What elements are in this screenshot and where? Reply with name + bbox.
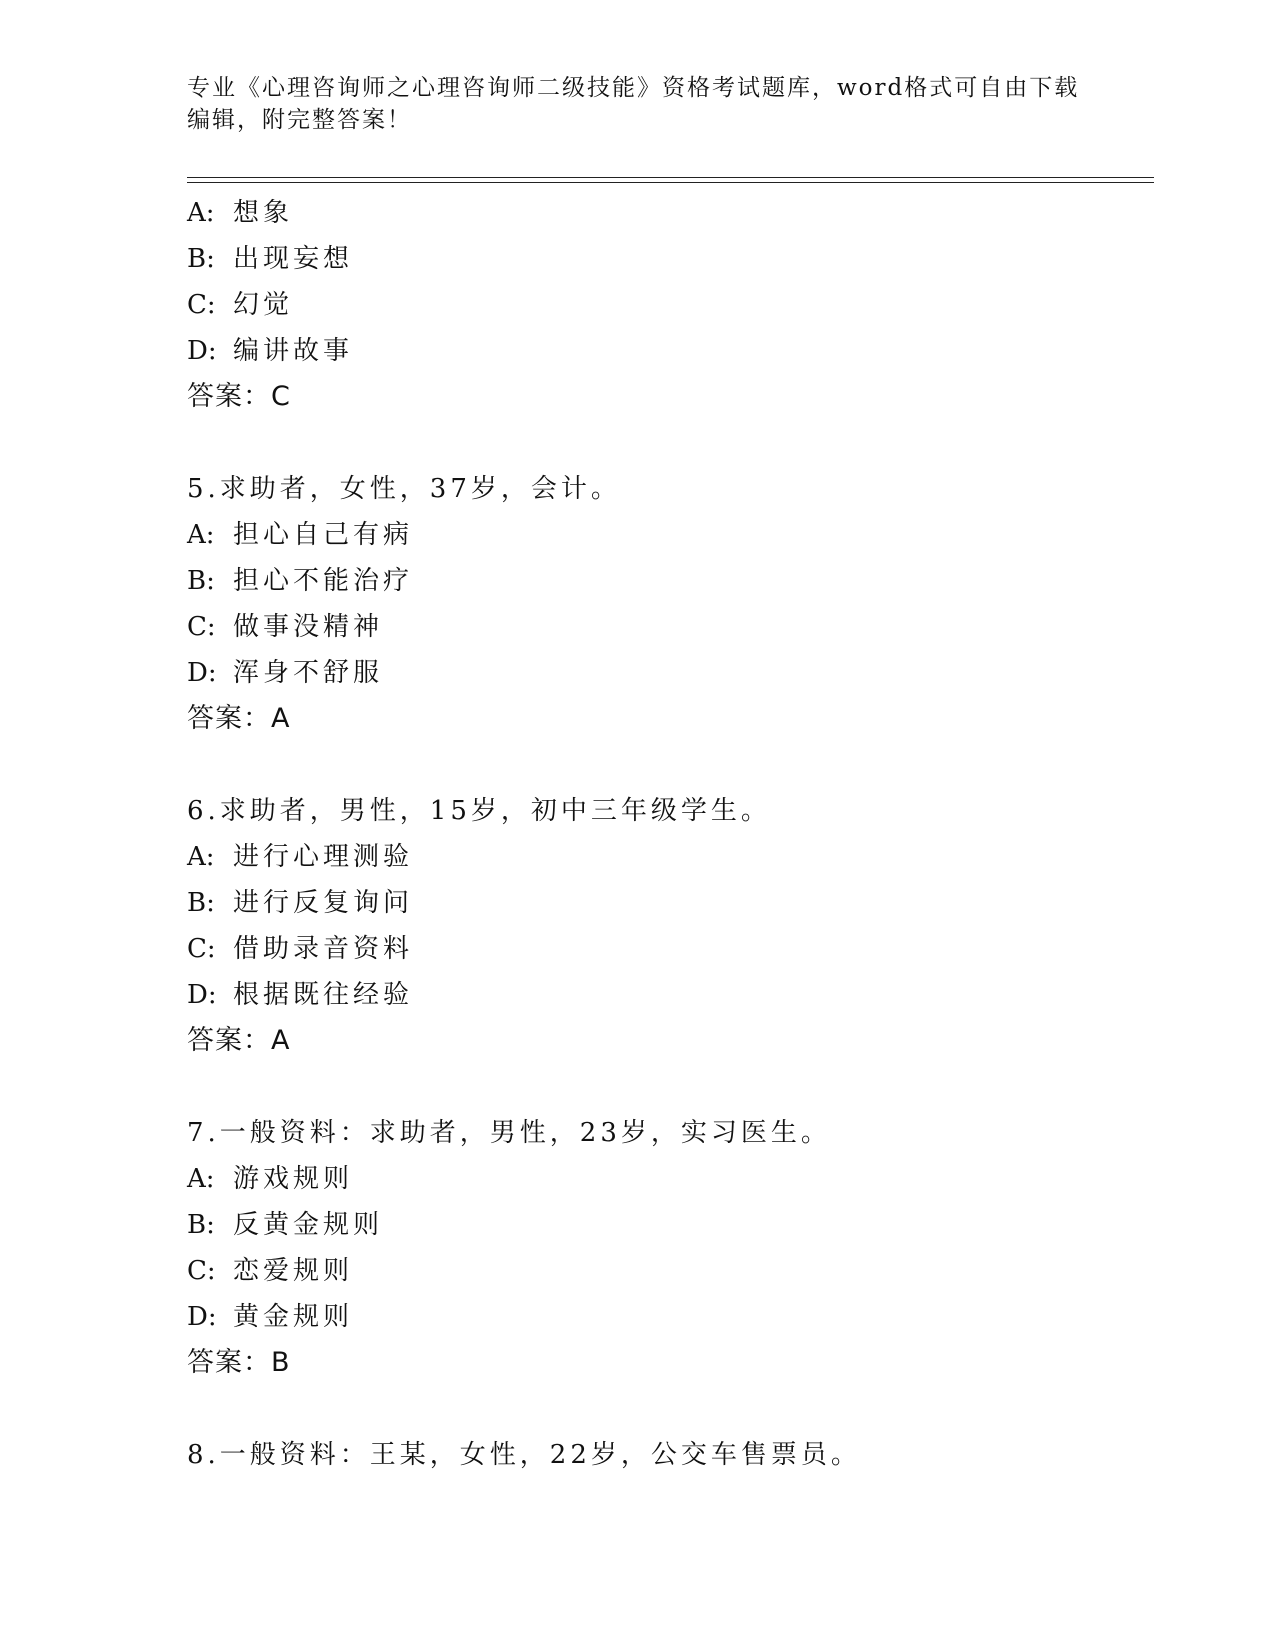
option-text: 游戏规则 (233, 1164, 354, 1194)
question-5 (187, 466, 1154, 742)
option-text: 编讲故事 (233, 336, 354, 366)
option-key: B: (187, 566, 215, 596)
option-b (187, 1202, 1154, 1248)
option-text: 担心不能治疗 (233, 566, 414, 596)
option-key: B: (187, 244, 215, 274)
option-text: 做事没精神 (233, 612, 384, 642)
answer-line: 答案：C (187, 381, 291, 412)
option-text: 进行反复询问 (233, 888, 414, 918)
header-divider-top (187, 177, 1154, 178)
option-key: D: (187, 980, 217, 1010)
question-text: 7.一般资料：求助者，男性，23岁，实习医生。 (187, 1118, 831, 1148)
option-key: A: (187, 520, 215, 550)
option-key: C: (187, 1256, 216, 1286)
answer-line: 答案：B (187, 1347, 291, 1378)
question-list (187, 190, 1154, 1478)
option-a (187, 512, 1154, 558)
option-b (187, 236, 1154, 282)
option-c (187, 1248, 1154, 1294)
option-c (187, 604, 1154, 650)
option-d (187, 650, 1154, 696)
option-text: 反黄金规则 (233, 1210, 384, 1240)
spacer (187, 1386, 1154, 1432)
option-key: C: (187, 934, 216, 964)
spacer (187, 1064, 1154, 1110)
option-text: 浑身不舒服 (233, 658, 384, 688)
option-key: D: (187, 336, 217, 366)
option-d (187, 328, 1154, 374)
option-text: 幻觉 (233, 290, 294, 320)
question-text: 5.求助者，女性，37岁，会计。 (187, 474, 621, 504)
header-line-1: 专业《心理咨询师之心理咨询师二级技能》资格考试题库，word格式可自由下载 (187, 75, 1080, 101)
option-text: 想象 (233, 198, 294, 228)
spacer (187, 742, 1154, 788)
option-a (187, 834, 1154, 880)
option-text: 根据既往经验 (233, 980, 414, 1010)
option-b (187, 880, 1154, 926)
option-key: A: (187, 842, 215, 872)
option-key: D: (187, 1302, 217, 1332)
option-d (187, 1294, 1154, 1340)
option-key: B: (187, 1210, 215, 1240)
answer-line: 答案：A (187, 1025, 291, 1056)
option-d (187, 972, 1154, 1018)
document-header (187, 72, 1087, 136)
option-text: 担心自己有病 (233, 520, 414, 550)
option-text: 借助录音资料 (233, 934, 414, 964)
header-line-2: 编辑，附完整答案！ (187, 107, 412, 133)
option-text: 出现妄想 (233, 244, 354, 274)
option-a (187, 1156, 1154, 1202)
option-key: A: (187, 198, 215, 228)
option-c (187, 926, 1154, 972)
question-text: 6.求助者，男性，15岁，初中三年级学生。 (187, 796, 771, 826)
question-4 (187, 190, 1154, 420)
option-key: C: (187, 612, 216, 642)
option-c (187, 282, 1154, 328)
option-text: 黄金规则 (233, 1302, 354, 1332)
question-8 (187, 1432, 1154, 1478)
option-key: B: (187, 888, 215, 918)
option-key: A: (187, 1164, 215, 1194)
option-b (187, 558, 1154, 604)
answer-line: 答案：A (187, 703, 291, 734)
option-key: D: (187, 658, 217, 688)
option-text: 进行心理测验 (233, 842, 414, 872)
question-6 (187, 788, 1154, 1064)
option-a (187, 190, 1154, 236)
spacer (187, 420, 1154, 466)
question-7 (187, 1110, 1154, 1386)
option-text: 恋爱规则 (233, 1256, 354, 1286)
header-divider-bottom (187, 182, 1154, 183)
option-key: C: (187, 290, 216, 320)
question-text: 8.一般资料：王某，女性，22岁，公交车售票员。 (187, 1440, 861, 1470)
